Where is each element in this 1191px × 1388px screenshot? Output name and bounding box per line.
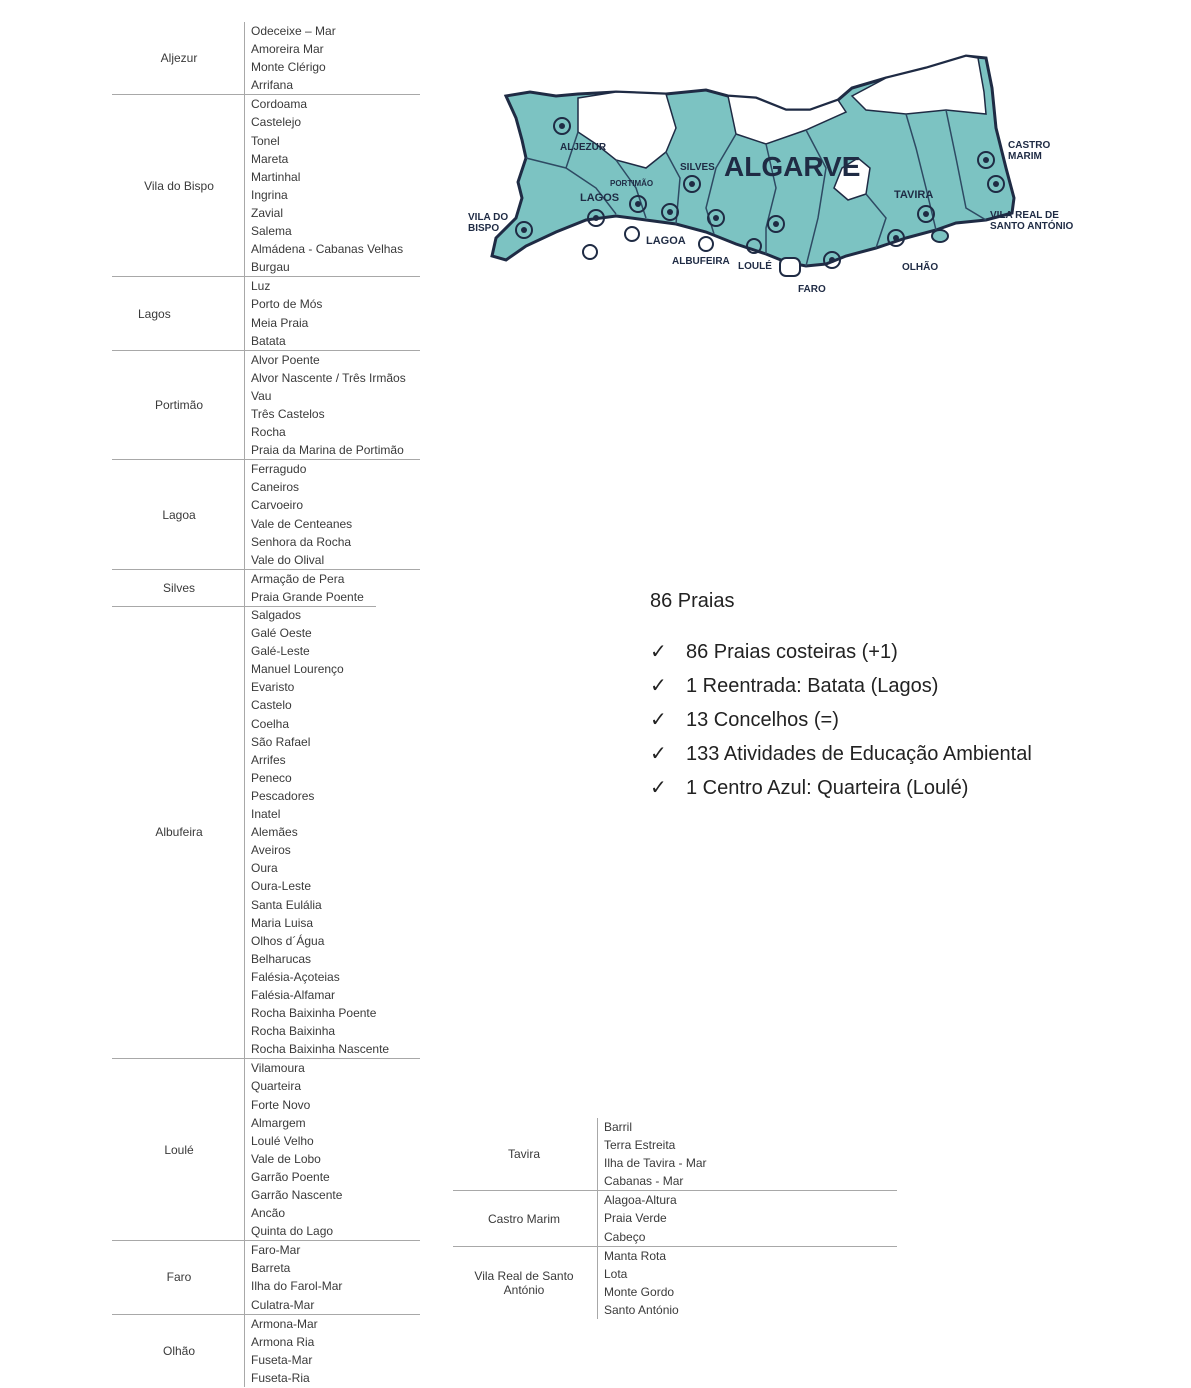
beach-item: Ilha de Tavira - Mar xyxy=(604,1156,707,1171)
summary-item-text: 13 Concelhos (=) xyxy=(686,709,839,731)
beach-list xyxy=(244,22,420,94)
beach-list xyxy=(244,1241,420,1313)
label-lagoa: LAGOA xyxy=(646,235,686,247)
beach-item: Quarteira xyxy=(251,1079,302,1094)
beach-item: Arrifes xyxy=(251,752,286,767)
municipality-name: Albufeira xyxy=(155,825,203,840)
beach-item: Garrão Poente xyxy=(251,1169,330,1184)
beach-item: Rocha Baixinha xyxy=(251,1024,336,1039)
summary-item-text: 1 Centro Azul: Quarteira (Loulé) xyxy=(686,777,969,799)
beach-item: Rocha Baixinha Poente xyxy=(251,1006,377,1021)
beach-item: Amoreira Mar xyxy=(251,42,324,57)
beach-item: Vilamoura xyxy=(251,1061,305,1076)
beach-item: Manuel Lourenço xyxy=(251,662,344,677)
beach-item: Belharucas xyxy=(251,951,312,966)
beach-item: Armona-Mar xyxy=(251,1316,318,1331)
municipality-group-faro xyxy=(112,1241,420,1314)
municipality-name: Loulé xyxy=(164,1142,194,1157)
beach-item: Ferragudo xyxy=(251,462,307,477)
beach-item: Monte Clérigo xyxy=(251,60,326,75)
municipality-group-aljezur xyxy=(112,22,420,95)
beach-item: Galé-Leste xyxy=(251,644,310,659)
beach-item: Alagoa-Altura xyxy=(604,1193,677,1208)
beach-item: Quinta do Lago xyxy=(251,1224,334,1239)
municipality-name: Lagos xyxy=(138,306,171,321)
beach-item: Coelha xyxy=(251,716,290,731)
label-albufeira: ALBUFEIRA xyxy=(672,256,730,267)
municipality-name: Silves xyxy=(162,580,195,595)
beach-item: Santo António xyxy=(604,1302,679,1317)
beach-list xyxy=(597,1191,897,1245)
label-castro-marim-1: CASTRO xyxy=(1008,140,1051,151)
summary-panel xyxy=(650,590,1032,805)
municipality-group-loule xyxy=(112,1059,420,1241)
label-silves: SILVES xyxy=(680,162,715,173)
beach-item: Peneco xyxy=(251,770,292,785)
check-icon: ✓ xyxy=(650,743,667,765)
beach-item: Porto de Mós xyxy=(251,297,323,312)
municipality-group-albufeira xyxy=(112,606,420,1059)
beach-item: Carvoeiro xyxy=(251,498,304,513)
beach-item: Martinhal xyxy=(251,169,301,184)
beach-item: Monte Gordo xyxy=(604,1284,675,1299)
label-vrsa-2: SANTO ANTÓNIO xyxy=(990,221,1074,232)
beach-item: Praia da Marina de Portimão xyxy=(251,443,404,458)
beach-item: Falésia-Alfamar xyxy=(251,987,336,1002)
beach-item: Barreta xyxy=(251,1261,291,1276)
municipality-group-vila-real-de-santo-antonio xyxy=(453,1247,897,1319)
summary-item xyxy=(650,737,1032,771)
beach-item: Ilha do Farol-Mar xyxy=(251,1279,343,1294)
beach-item: Almádena - Cabanas Velhas xyxy=(251,242,404,257)
summary-item-text: 86 Praias costeiras (+1) xyxy=(686,641,898,663)
beach-item: Oura-Leste xyxy=(251,879,312,894)
beach-list xyxy=(244,351,420,460)
summary-item xyxy=(650,669,1032,703)
municipality-group-lagos xyxy=(112,277,420,350)
summary-list xyxy=(650,635,1032,805)
beach-item: Oura xyxy=(251,861,278,876)
beach-item: Mareta xyxy=(251,151,289,166)
beaches-table-left xyxy=(112,22,420,1387)
beach-item: Falésia-Açoteias xyxy=(251,969,340,984)
beach-item: Faro-Mar xyxy=(251,1243,301,1258)
beach-item: Rocha xyxy=(251,425,286,440)
beach-item: Caneiros xyxy=(251,480,300,495)
check-icon: ✓ xyxy=(650,641,667,663)
beach-item: Batata xyxy=(251,333,286,348)
beach-item: Inatel xyxy=(251,807,281,822)
algarve-map xyxy=(466,48,1096,298)
centro-azul-marker xyxy=(780,258,800,276)
beach-item: Galé Oeste xyxy=(251,626,312,641)
beach-list xyxy=(597,1247,897,1319)
beach-item: Meia Praia xyxy=(251,315,309,330)
beach-list xyxy=(244,570,420,606)
beach-item: Luz xyxy=(251,279,271,294)
label-tavira: TAVIRA xyxy=(894,189,934,201)
summary-item xyxy=(650,635,1032,669)
label-portimao: PORTIMÃO xyxy=(610,179,654,188)
beach-item: Vau xyxy=(251,388,272,403)
unshaded-area-north-east xyxy=(852,56,986,114)
island-shape xyxy=(932,230,948,242)
beach-item: Ingrina xyxy=(251,187,288,202)
beach-item: Olhos d´Água xyxy=(251,933,325,948)
beaches-table-right xyxy=(453,1118,897,1319)
beach-list xyxy=(244,460,420,569)
beach-item: São Rafael xyxy=(251,734,311,749)
summary-item xyxy=(650,771,1032,805)
municipality-group-portimao xyxy=(112,351,420,461)
municipality-group-tavira xyxy=(453,1118,897,1191)
map-title: ALGARVE xyxy=(724,151,861,182)
beach-item: Senhora da Rocha xyxy=(251,534,352,549)
beach-item: Evaristo xyxy=(251,680,295,695)
beach-item: Loulé Velho xyxy=(251,1133,314,1148)
beach-list xyxy=(244,277,420,349)
beach-item: Lota xyxy=(604,1266,628,1281)
marker-sea-2 xyxy=(625,227,639,241)
summary-item-text: 1 Reentrada: Batata (Lagos) xyxy=(686,675,939,697)
label-olhao: OLHÃO xyxy=(902,262,939,273)
municipality-group-castro-marim xyxy=(453,1191,897,1246)
beach-item: Maria Luisa xyxy=(251,915,314,930)
beach-list xyxy=(244,1059,420,1240)
beach-list xyxy=(244,95,420,276)
beach-item: Terra Estreita xyxy=(604,1138,676,1153)
label-faro: FARO xyxy=(798,284,826,295)
beach-item: Zavial xyxy=(251,205,284,220)
beach-item: Cabeço xyxy=(604,1229,646,1244)
municipality-name: Portimão xyxy=(154,397,204,412)
beach-list xyxy=(597,1118,897,1190)
beach-item: Armona Ria xyxy=(251,1334,315,1349)
beach-item: Aveiros xyxy=(251,843,291,858)
municipality-group-lagoa xyxy=(112,460,420,570)
label-loule: LOULÉ xyxy=(738,261,772,272)
marker-sea-3 xyxy=(699,237,713,251)
check-icon: ✓ xyxy=(650,675,667,697)
beach-item: Tonel xyxy=(251,133,280,148)
beach-item: Pescadores xyxy=(251,788,315,803)
beach-item: Vale de Centeanes xyxy=(251,516,353,531)
beach-item: Santa Eulália xyxy=(251,897,322,912)
beach-item: Cordoama xyxy=(251,97,308,112)
beach-item: Armação de Pera xyxy=(251,571,345,586)
municipality-name: Faro xyxy=(166,1270,192,1285)
beach-item: Três Castelos xyxy=(251,406,325,421)
beach-item: Ancão xyxy=(251,1206,286,1221)
municipality-name: Olhão xyxy=(162,1343,196,1358)
label-vrsa-1: VILA REAL DE xyxy=(990,210,1059,221)
beach-item: Castelejo xyxy=(251,115,302,130)
beach-item: Forte Novo xyxy=(251,1097,311,1112)
municipality-group-olhao xyxy=(112,1315,420,1387)
municipality-group-vila-do-bispo xyxy=(112,95,420,277)
beach-item: Praia Verde xyxy=(604,1211,667,1226)
beach-item: Alvor Nascente / Três Irmãos xyxy=(251,370,406,385)
beach-list xyxy=(244,606,420,1058)
label-vila-do-bispo-2: BISPO xyxy=(468,223,500,234)
beach-item: Barril xyxy=(604,1120,633,1134)
label-aljezur: ALJEZUR xyxy=(560,142,607,153)
municipality-name: Tavira xyxy=(507,1147,540,1162)
summary-item-text: 133 Atividades de Educação Ambiental xyxy=(686,743,1032,765)
municipality-name: Vila do Bispo xyxy=(144,178,214,193)
beach-item: Almargem xyxy=(251,1115,306,1130)
summary-item xyxy=(650,703,1032,737)
beach-item: Vale de Lobo xyxy=(251,1151,321,1166)
label-lagos: LAGOS xyxy=(580,192,620,204)
beach-item: Arrifana xyxy=(251,78,294,93)
beach-item: Odeceixe – Mar xyxy=(251,24,336,38)
municipality-name: Vila Real de Santo António xyxy=(474,1268,574,1297)
beach-item: Burgau xyxy=(251,260,290,275)
beach-item: Culatra-Mar xyxy=(251,1297,315,1312)
beach-item: Garrão Nascente xyxy=(251,1188,343,1202)
beach-item: Vale do Olival xyxy=(251,552,325,567)
beach-list xyxy=(244,1315,420,1387)
beach-item: Cabanas - Mar xyxy=(604,1174,684,1189)
beach-item: Castelo xyxy=(251,698,292,713)
beach-item: Fuseta-Ria xyxy=(251,1370,310,1385)
beach-item: Salema xyxy=(251,224,292,239)
beach-item: Manta Rota xyxy=(604,1248,667,1263)
beach-item: Praia Grande Poente xyxy=(251,589,364,604)
summary-title: 86 Praias xyxy=(650,590,735,612)
municipality-name: Lagoa xyxy=(162,507,196,522)
municipality-group-silves xyxy=(112,570,420,606)
beach-item: Fuseta-Mar xyxy=(251,1352,313,1367)
beach-item: Rocha Baixinha Nascente xyxy=(251,1042,390,1057)
label-vila-do-bispo-1: VILA DO xyxy=(468,212,509,223)
beach-item: Alemães xyxy=(251,825,298,840)
beach-item: Alvor Poente xyxy=(251,352,320,367)
beach-item: Salgados xyxy=(251,608,302,622)
municipality-name: Castro Marim xyxy=(487,1211,560,1226)
check-icon: ✓ xyxy=(650,709,667,731)
check-icon: ✓ xyxy=(650,777,667,799)
label-castro-marim-2: MARIM xyxy=(1008,151,1042,162)
municipality-name: Aljezur xyxy=(160,51,198,66)
marker-sea-1 xyxy=(583,245,597,259)
